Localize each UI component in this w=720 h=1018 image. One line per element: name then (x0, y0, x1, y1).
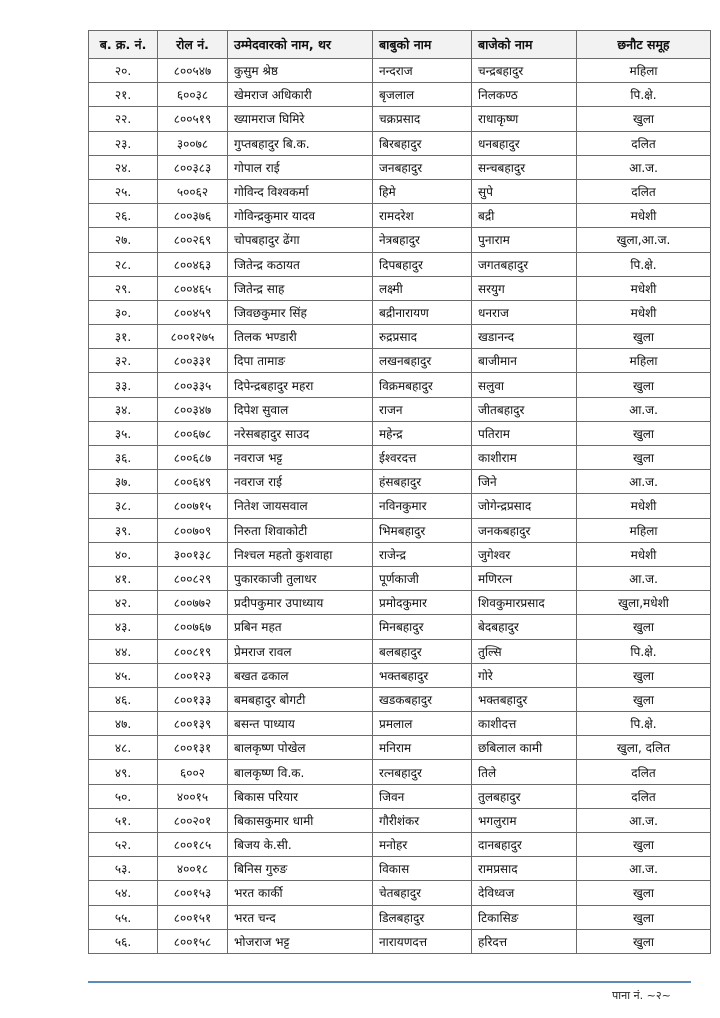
cell-roll-no: ८००८२९ (158, 566, 228, 590)
cell-selection-group: खुला (577, 929, 711, 953)
table-row (89, 325, 711, 349)
cell-serial-no: २१. (89, 83, 158, 107)
cell-candidate-name: ख्यामराज घिमिरे (228, 107, 373, 131)
cell-serial-no: ३२. (89, 349, 158, 373)
cell-father-name: ईश्वरदत्त (373, 446, 472, 470)
cell-candidate-name: बमबहादुर बोगटी (228, 687, 373, 711)
cell-father-name: मनोहर (373, 833, 472, 857)
cell-serial-no: ३७. (89, 470, 158, 494)
cell-father-name: भक्तबहादुर (373, 663, 472, 687)
cell-serial-no: २७. (89, 228, 158, 252)
cell-selection-group: महिला (577, 59, 711, 83)
cell-father-name: बलबहादुर (373, 639, 472, 663)
cell-roll-no: ८००३३५ (158, 373, 228, 397)
cell-candidate-name: नितेश जायसवाल (228, 494, 373, 518)
cell-roll-no: ८००४६३ (158, 252, 228, 276)
cell-grandfather-name: बद्री (472, 204, 577, 228)
page-number: पाना नं. ~२~ (612, 989, 671, 1002)
cell-roll-no: ८००१३९ (158, 712, 228, 736)
cell-father-name: हिमे (373, 179, 472, 203)
cell-serial-no: २२. (89, 107, 158, 131)
cell-father-name: बद्रीनारायण (373, 300, 472, 324)
cell-serial-no: ३१. (89, 325, 158, 349)
cell-grandfather-name: जगतबहादुर (472, 252, 577, 276)
cell-father-name: विकास (373, 857, 472, 881)
cell-roll-no: ८००६८७ (158, 446, 228, 470)
cell-candidate-name: जितेन्द्र साह (228, 276, 373, 300)
cell-candidate-name: भोजराज भट्ट (228, 929, 373, 953)
cell-father-name: नविनकुमार (373, 494, 472, 518)
cell-candidate-name: निश्चल महतो कुशवाहा (228, 542, 373, 566)
cell-roll-no: ८००३७६ (158, 204, 228, 228)
cell-selection-group: महिला (577, 518, 711, 542)
cell-father-name: जनबहादुर (373, 155, 472, 179)
cell-candidate-name: नरेसबहादुर साउद (228, 421, 373, 445)
header-serial-no: ब. क्र. नं. (89, 31, 158, 59)
header-grandfather-name: बाजेको नाम (472, 31, 577, 59)
cell-father-name: जिवन (373, 784, 472, 808)
cell-grandfather-name: पुनाराम (472, 228, 577, 252)
cell-selection-group: खुला (577, 325, 711, 349)
cell-roll-no: ५००६२ (158, 179, 228, 203)
cell-grandfather-name: भक्तबहादुर (472, 687, 577, 711)
cell-selection-group: खुला (577, 446, 711, 470)
cell-roll-no: ८००५१९ (158, 107, 228, 131)
cell-grandfather-name: मणिरत्न (472, 566, 577, 590)
cell-serial-no: ४२. (89, 591, 158, 615)
table-row (89, 808, 711, 832)
cell-father-name: दिपबहादुर (373, 252, 472, 276)
cell-roll-no: ४००१८ (158, 857, 228, 881)
cell-grandfather-name: जोगेन्द्रप्रसाद (472, 494, 577, 518)
cell-father-name: रुद्रप्रसाद (373, 325, 472, 349)
cell-candidate-name: नवराज राई (228, 470, 373, 494)
candidate-table (88, 30, 711, 954)
cell-candidate-name: प्रबिन महत (228, 615, 373, 639)
cell-selection-group: खुला (577, 373, 711, 397)
cell-roll-no: ३००१३८ (158, 542, 228, 566)
cell-serial-no: ५१. (89, 808, 158, 832)
footer-rule (88, 981, 691, 983)
cell-selection-group: खुला, दलित (577, 736, 711, 760)
cell-roll-no: ८००१२७५ (158, 325, 228, 349)
cell-father-name: प्रमलाल (373, 712, 472, 736)
table-row (89, 131, 711, 155)
cell-serial-no: ४४. (89, 639, 158, 663)
cell-selection-group: खुला,आ.ज. (577, 228, 711, 252)
cell-grandfather-name: जीतबहादुर (472, 397, 577, 421)
cell-serial-no: ४६. (89, 687, 158, 711)
table-row (89, 760, 711, 784)
cell-grandfather-name: जुगेश्वर (472, 542, 577, 566)
cell-selection-group: मधेशी (577, 542, 711, 566)
cell-candidate-name: जितेन्द्र कठायत (228, 252, 373, 276)
table-header-row (89, 31, 711, 59)
cell-grandfather-name: सलुवा (472, 373, 577, 397)
cell-selection-group: आ.ज. (577, 155, 711, 179)
cell-roll-no: ८००१२३ (158, 663, 228, 687)
table-row (89, 929, 711, 953)
cell-roll-no: ८००५४७ (158, 59, 228, 83)
cell-candidate-name: खेमराज अधिकारी (228, 83, 373, 107)
cell-serial-no: ३५. (89, 421, 158, 445)
cell-candidate-name: गुप्तबहादुर बि.क. (228, 131, 373, 155)
table-row (89, 470, 711, 494)
table-row (89, 687, 711, 711)
cell-candidate-name: भरत कार्की (228, 881, 373, 905)
table-row (89, 59, 711, 83)
cell-candidate-name: गोविन्द विश्वकर्मा (228, 179, 373, 203)
cell-roll-no: ८००८१९ (158, 639, 228, 663)
cell-selection-group: आ.ज. (577, 857, 711, 881)
table-row (89, 300, 711, 324)
table-row (89, 107, 711, 131)
cell-roll-no: ६००३८ (158, 83, 228, 107)
cell-father-name: चेतबहादुर (373, 881, 472, 905)
cell-serial-no: २०. (89, 59, 158, 83)
cell-father-name: प्रमोदकुमार (373, 591, 472, 615)
cell-selection-group: खुला (577, 421, 711, 445)
cell-selection-group: आ.ज. (577, 397, 711, 421)
table-row (89, 784, 711, 808)
table-row (89, 736, 711, 760)
cell-candidate-name: प्रदीपकुमार उपाध्याय (228, 591, 373, 615)
cell-father-name: नन्दराज (373, 59, 472, 83)
cell-grandfather-name: बाजीमान (472, 349, 577, 373)
cell-grandfather-name: बेदबहादुर (472, 615, 577, 639)
cell-father-name: डिलबहादुर (373, 905, 472, 929)
header-roll-no: रोल नं. (158, 31, 228, 59)
cell-roll-no: ८००४५९ (158, 300, 228, 324)
cell-grandfather-name: राधाकृष्ण (472, 107, 577, 131)
cell-serial-no: ३९. (89, 518, 158, 542)
cell-roll-no: ८००२०१ (158, 808, 228, 832)
cell-candidate-name: दिपा तामाङ (228, 349, 373, 373)
cell-selection-group: पि.क्षे. (577, 639, 711, 663)
cell-roll-no: ८००७७२ (158, 591, 228, 615)
cell-serial-no: २६. (89, 204, 158, 228)
table-row (89, 349, 711, 373)
cell-father-name: नारायणदत्त (373, 929, 472, 953)
cell-father-name: बिरबहादुर (373, 131, 472, 155)
cell-serial-no: २३. (89, 131, 158, 155)
cell-serial-no: ३६. (89, 446, 158, 470)
cell-serial-no: २९. (89, 276, 158, 300)
cell-candidate-name: पुकारकाजी तुलाधर (228, 566, 373, 590)
cell-grandfather-name: धनबहादुर (472, 131, 577, 155)
cell-serial-no: ३३. (89, 373, 158, 397)
cell-candidate-name: जिवछकुमार सिंह (228, 300, 373, 324)
cell-grandfather-name: पतिराम (472, 421, 577, 445)
cell-selection-group: मधेशी (577, 276, 711, 300)
table-row (89, 663, 711, 687)
cell-candidate-name: बिकासकुमार धामी (228, 808, 373, 832)
cell-grandfather-name: काशीदत्त (472, 712, 577, 736)
cell-grandfather-name: सन्चबहादुर (472, 155, 577, 179)
cell-serial-no: ५३. (89, 857, 158, 881)
cell-roll-no: ८००१३३ (158, 687, 228, 711)
cell-grandfather-name: रामप्रसाद (472, 857, 577, 881)
cell-roll-no: ८००४६५ (158, 276, 228, 300)
cell-candidate-name: दिपेन्द्रबहादुर महरा (228, 373, 373, 397)
cell-candidate-name: बिनिस गुरुङ (228, 857, 373, 881)
cell-candidate-name: नवराज भट्ट (228, 446, 373, 470)
cell-selection-group: पि.क्षे. (577, 712, 711, 736)
cell-serial-no: ५४. (89, 881, 158, 905)
table-row (89, 542, 711, 566)
cell-selection-group: पि.क्षे. (577, 83, 711, 107)
cell-roll-no: ८००३४७ (158, 397, 228, 421)
cell-father-name: पूर्णकाजी (373, 566, 472, 590)
cell-roll-no: ४००१५ (158, 784, 228, 808)
cell-candidate-name: कुसुम श्रेष्ठ (228, 59, 373, 83)
table-row (89, 615, 711, 639)
table-row (89, 397, 711, 421)
cell-roll-no: ३००७८ (158, 131, 228, 155)
cell-selection-group: खुला,मधेशी (577, 591, 711, 615)
cell-father-name: खडकबहादुर (373, 687, 472, 711)
cell-father-name: रामदरेश (373, 204, 472, 228)
cell-grandfather-name: भगलुराम (472, 808, 577, 832)
cell-candidate-name: दिपेश सुवाल (228, 397, 373, 421)
table-row (89, 518, 711, 542)
cell-grandfather-name: देविध्वज (472, 881, 577, 905)
cell-roll-no: ८००१५३ (158, 881, 228, 905)
cell-father-name: लखनबहादुर (373, 349, 472, 373)
cell-candidate-name: बिकास परियार (228, 784, 373, 808)
cell-serial-no: ४९. (89, 760, 158, 784)
table-row (89, 204, 711, 228)
cell-roll-no: ८००६४९ (158, 470, 228, 494)
header-father-name: बाबुको नाम (373, 31, 472, 59)
cell-serial-no: ५६. (89, 929, 158, 953)
header-candidate-name: उम्मेदवारको नाम, थर (228, 31, 373, 59)
cell-grandfather-name: तिले (472, 760, 577, 784)
cell-grandfather-name: दानबहादुर (472, 833, 577, 857)
cell-grandfather-name: सरयुग (472, 276, 577, 300)
cell-roll-no: ८००१५१ (158, 905, 228, 929)
table-body (89, 59, 711, 954)
cell-father-name: भिमबहादुर (373, 518, 472, 542)
cell-selection-group: आ.ज. (577, 566, 711, 590)
table-row (89, 833, 711, 857)
cell-serial-no: २५. (89, 179, 158, 203)
cell-selection-group: दलित (577, 131, 711, 155)
table-row (89, 179, 711, 203)
cell-father-name: हंसबहादुर (373, 470, 472, 494)
cell-candidate-name: निरुता शिवाकोटी (228, 518, 373, 542)
cell-roll-no: ८००७१५ (158, 494, 228, 518)
cell-father-name: नेत्रबहादुर (373, 228, 472, 252)
cell-candidate-name: गोपाल राई (228, 155, 373, 179)
cell-father-name: राजन (373, 397, 472, 421)
table-row (89, 421, 711, 445)
cell-roll-no: ८००६७८ (158, 421, 228, 445)
table-row (89, 252, 711, 276)
cell-grandfather-name: खडानन्द (472, 325, 577, 349)
cell-father-name: बृजलाल (373, 83, 472, 107)
cell-candidate-name: बसन्त पाध्याय (228, 712, 373, 736)
cell-serial-no: ३८. (89, 494, 158, 518)
cell-father-name: मिनबहादुर (373, 615, 472, 639)
cell-selection-group: खुला (577, 881, 711, 905)
cell-selection-group: आ.ज. (577, 808, 711, 832)
cell-roll-no: ६००२ (158, 760, 228, 784)
cell-serial-no: ५०. (89, 784, 158, 808)
cell-selection-group: मधेशी (577, 494, 711, 518)
cell-selection-group: दलित (577, 760, 711, 784)
cell-candidate-name: बालकृष्ण पोखेल (228, 736, 373, 760)
cell-selection-group: खुला (577, 663, 711, 687)
table-row (89, 228, 711, 252)
cell-grandfather-name: जनकबहादुर (472, 518, 577, 542)
cell-candidate-name: तिलक भण्डारी (228, 325, 373, 349)
cell-serial-no: ५५. (89, 905, 158, 929)
cell-candidate-name: भरत चन्द (228, 905, 373, 929)
cell-serial-no: ४३. (89, 615, 158, 639)
cell-grandfather-name: तुल्सि (472, 639, 577, 663)
cell-father-name: राजेन्द्र (373, 542, 472, 566)
cell-grandfather-name: तुलबहादुर (472, 784, 577, 808)
cell-selection-group: खुला (577, 833, 711, 857)
table-row (89, 373, 711, 397)
cell-serial-no: ४८. (89, 736, 158, 760)
cell-serial-no: ४०. (89, 542, 158, 566)
table-row (89, 905, 711, 929)
table-row (89, 276, 711, 300)
cell-serial-no: ३०. (89, 300, 158, 324)
cell-selection-group: दलित (577, 784, 711, 808)
cell-serial-no: २८. (89, 252, 158, 276)
cell-candidate-name: बिजय के.सी. (228, 833, 373, 857)
cell-serial-no: २४. (89, 155, 158, 179)
cell-candidate-name: चोपबहादुर ढेंगा (228, 228, 373, 252)
cell-grandfather-name: काशीराम (472, 446, 577, 470)
cell-selection-group: महिला (577, 349, 711, 373)
cell-father-name: चक्रप्रसाद (373, 107, 472, 131)
header-selection-group: छनौट समूह (577, 31, 711, 59)
cell-serial-no: ४७. (89, 712, 158, 736)
table-row (89, 639, 711, 663)
cell-grandfather-name: धनराज (472, 300, 577, 324)
table-row (89, 446, 711, 470)
cell-father-name: रत्नबहादुर (373, 760, 472, 784)
cell-selection-group: मधेशी (577, 300, 711, 324)
cell-candidate-name: बखत ढकाल (228, 663, 373, 687)
cell-candidate-name: बालकृष्ण वि.क. (228, 760, 373, 784)
cell-roll-no: ८००३३१ (158, 349, 228, 373)
cell-selection-group: आ.ज. (577, 470, 711, 494)
cell-grandfather-name: निलकण्ठ (472, 83, 577, 107)
cell-selection-group: खुला (577, 905, 711, 929)
cell-father-name: विक्रमबहादुर (373, 373, 472, 397)
cell-roll-no: ८००७०९ (158, 518, 228, 542)
cell-serial-no: ४५. (89, 663, 158, 687)
table-row (89, 494, 711, 518)
cell-grandfather-name: हरिदत्त (472, 929, 577, 953)
cell-grandfather-name: गोरे (472, 663, 577, 687)
table-row (89, 155, 711, 179)
cell-grandfather-name: छबिलाल कामी (472, 736, 577, 760)
cell-roll-no: ८००२६९ (158, 228, 228, 252)
cell-serial-no: ४१. (89, 566, 158, 590)
cell-roll-no: ८००७६७ (158, 615, 228, 639)
cell-roll-no: ८००३८३ (158, 155, 228, 179)
cell-serial-no: ५२. (89, 833, 158, 857)
cell-selection-group: खुला (577, 687, 711, 711)
table-row (89, 591, 711, 615)
cell-roll-no: ८००१८५ (158, 833, 228, 857)
cell-selection-group: खुला (577, 615, 711, 639)
cell-selection-group: मधेशी (577, 204, 711, 228)
table-row (89, 881, 711, 905)
cell-father-name: महेन्द्र (373, 421, 472, 445)
cell-grandfather-name: टिकासिङ (472, 905, 577, 929)
cell-grandfather-name: सुपे (472, 179, 577, 203)
table-row (89, 566, 711, 590)
cell-grandfather-name: शिवकुमारप्रसाद (472, 591, 577, 615)
cell-grandfather-name: जिने (472, 470, 577, 494)
cell-roll-no: ८००१३१ (158, 736, 228, 760)
cell-father-name: मनिराम (373, 736, 472, 760)
cell-roll-no: ८००१५८ (158, 929, 228, 953)
table-row (89, 83, 711, 107)
cell-selection-group: खुला (577, 107, 711, 131)
table-row (89, 857, 711, 881)
cell-serial-no: ३४. (89, 397, 158, 421)
cell-candidate-name: गोविन्द्रकुमार यादव (228, 204, 373, 228)
cell-father-name: गौरीशंकर (373, 808, 472, 832)
cell-father-name: लक्ष्मी (373, 276, 472, 300)
table-row (89, 712, 711, 736)
cell-candidate-name: प्रेमराज रावल (228, 639, 373, 663)
cell-grandfather-name: चन्द्रबहादुर (472, 59, 577, 83)
cell-selection-group: पि.क्षे. (577, 252, 711, 276)
cell-selection-group: दलित (577, 179, 711, 203)
